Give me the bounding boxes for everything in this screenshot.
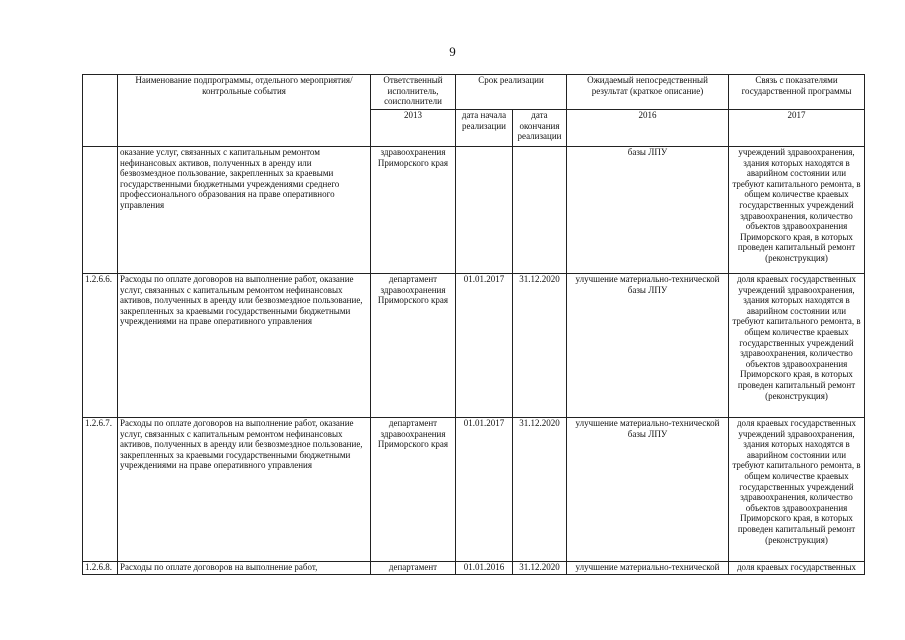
row-responsible: здравоохранения Приморского края xyxy=(371,147,456,274)
row-start xyxy=(456,147,513,274)
row-expected: улучшение материально-технической xyxy=(567,562,729,575)
table-row xyxy=(83,562,865,575)
header-period: Срок реализации xyxy=(456,75,567,110)
row-end: 31.12.2020 xyxy=(513,562,567,575)
page-number: 9 xyxy=(449,44,456,59)
header-expected: Ожидаемый непосредственный результат (краткое описание) xyxy=(567,75,729,110)
header-name: Наименование подпрограммы, отдельного мероприятия/контрольные события xyxy=(118,75,371,147)
header-row-1 xyxy=(83,75,865,110)
header-num-cell xyxy=(83,75,118,147)
row-name: Расходы по оплате договоров на выполнение работ, xyxy=(118,562,371,575)
row-start: 01.01.2017 xyxy=(456,418,513,562)
header-end: дата окончания реализации xyxy=(513,110,567,147)
row-end xyxy=(513,147,567,274)
table-row xyxy=(83,274,865,418)
row-name: оказание услуг, связанных с капитальным ремонтом нефинансовых активов, полученных в аренду или безвозмездное пользование, закрепленных за краевыми государственными бюджетными учреждениями среднего профессионального образования на праве оперативного управления xyxy=(118,147,371,274)
header-col-2016: 2016 xyxy=(567,110,729,147)
row-link: доля краевых государственных учреждений здравоохранения, здания которых находятся в аварийном состоянии или требуют капитального ремонта, в общем количестве краевых государственных учреждений здравоохранения, количество объектов здравоохранения Приморского края, в которых проведен капитальный ремонт (реконструкция) xyxy=(729,274,865,418)
row-num xyxy=(83,147,118,274)
row-expected: базы ЛПУ xyxy=(567,147,729,274)
row-expected: улучшение материально-технической базы ЛПУ xyxy=(567,274,729,418)
row-link: доля краевых государственных учреждений здравоохранения, здания которых находятся в аварийном состоянии или требуют капитального ремонта, в общем количестве краевых государственных учреждений здравоохранения, количество объектов здравоохранения Приморского края, в которых проведен капитальный ремонт (реконструкция) xyxy=(729,418,865,562)
row-name: Расходы по оплате договоров на выполнение работ, оказание услуг, связанных с капитальным ремонтом нефинансовых активов, полученных в аренду или безвозмездное пользование, закрепленных за краевыми государственными бюджетными учреждениями на праве оперативного управления xyxy=(118,418,371,562)
header-col-2017: 2017 xyxy=(729,110,865,147)
row-responsible: департамент здравоохранения Приморского края xyxy=(371,418,456,562)
program-table xyxy=(82,74,865,575)
row-link: доля краевых государственных xyxy=(729,562,865,575)
header-col-2013: 2013 xyxy=(371,110,456,147)
row-start: 01.01.2017 xyxy=(456,274,513,418)
row-name: Расходы по оплате договоров на выполнение работ, оказание услуг, связанных с капитальным ремонтом нефинансовых активов, полученных в аренду или безвозмездное пользование, закрепленных за краевыми государственными бюджетными учреждениями на праве оперативного управления xyxy=(118,274,371,418)
row-link: учреждений здравоохранения, здания которых находятся в аварийном состоянии или требуют капитального ремонта, в общем количестве краевых государственных учреждений здравоохранения, количество объектов здравоохранения Приморского края, в которых проведен капитальный ремонт (реконструкция) xyxy=(729,147,865,274)
row-num: 1.2.6.8. xyxy=(83,562,118,575)
row-num: 1.2.6.7. xyxy=(83,418,118,562)
header-start: дата начала реализации xyxy=(456,110,513,147)
table-row xyxy=(83,418,865,562)
row-end: 31.12.2020 xyxy=(513,274,567,418)
header-responsible: Ответственный исполнитель, соисполнители xyxy=(371,75,456,110)
row-expected: улучшение материально-технической базы ЛПУ xyxy=(567,418,729,562)
row-responsible: департамент xyxy=(371,562,456,575)
row-num: 1.2.6.6. xyxy=(83,274,118,418)
table-row xyxy=(83,147,865,274)
row-end: 31.12.2020 xyxy=(513,418,567,562)
header-link: Связь с показателями государственной программы xyxy=(729,75,865,110)
row-responsible: департамент здравоохранения Приморского края xyxy=(371,274,456,418)
row-start: 01.01.2016 xyxy=(456,562,513,575)
